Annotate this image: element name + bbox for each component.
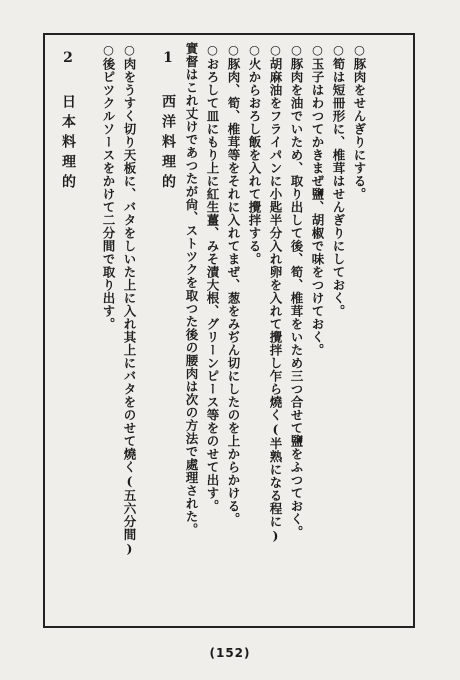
section-2-heading: 2 日本料理的 — [60, 50, 76, 194]
text-line: ○おろして皿にもり上に紅生薑、みそ漬大根、グリーンピース等をのせて出す。 — [205, 42, 220, 513]
text-line: ○豚肉、筍、椎茸等をそれに入れてまぜ、葱をみぢん切にしたのを上からかける。 — [226, 42, 241, 526]
text-line: ○肉をうすく切り天板に、バタをしいた上に入れ其上にバタをのせて燒く(五六分間) — [122, 42, 137, 557]
text-line: ○火からおろし飯を入れて攪拌する。 — [247, 42, 262, 266]
page-number: (152) — [209, 646, 251, 660]
text-line: ○豚肉をせんぎりにする。 — [352, 42, 367, 201]
text-line: ○胡麻油をフライパンに小匙半分入れ卵を入れて攪拌し乍ら燒く(半熟になる程に) — [268, 42, 283, 544]
text-line: ○筍は短冊形に、椎茸はせんぎりにしておく。 — [331, 42, 346, 318]
text-line: ○玉子はわつてかきまぜ鹽、胡椒で味をつけておく。 — [310, 42, 325, 357]
text-line: ○後ピツクルソースをかけて二分間で取り出す。 — [101, 42, 116, 331]
text-line: ○豚肉を油でいため、取り出して後、筍、椎茸をいため三つ合せて鹽をふつておく。 — [289, 42, 304, 539]
section-1-heading: 1 西洋料理的 — [160, 50, 176, 194]
text-line: 實督はこれ丈けであつたが尙、ストツクを取つた後の腰肉は次の方法で處理された。 — [184, 42, 199, 536]
